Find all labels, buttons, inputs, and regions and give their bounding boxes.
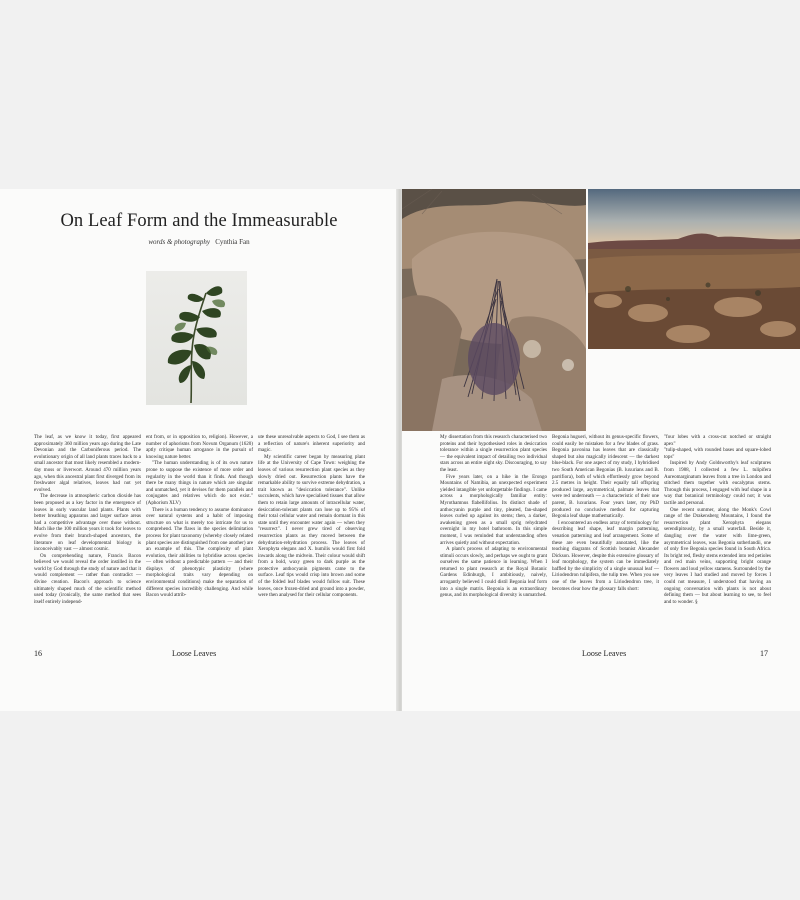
magazine-spread bbox=[0, 189, 800, 711]
left-page bbox=[0, 189, 398, 711]
paragraph: One recent summer, along the Monk's Cowl range of the Drakensberg Mountains, I found the resurrection plant Xerophyta elegans serendipitously, by a small waterfall. Beside it, dangling over the water with lime-green, asymmetrical leaves, was Begonia sutherlandii, one of only five Begonia species found in South Africa. Its bright red, fleshy stems extended into red petioles and red main veins, supporting bright orange flowers and loud yellow stamens. Surrounded by the very leaves I had studied and moved by forces I could not measure, I understood that having an ongoing conversation with plants is not about defining them — but about learning to see, to feel and to wonder. § bbox=[664, 506, 771, 605]
running-title-right: Loose Leaves bbox=[582, 649, 627, 658]
paragraph: ent from, or in opposition to, religion). However, a number of aphorisms from Novum Organum (1620) aptly critique human arrogance in the pursuit of knowing nature better. bbox=[146, 434, 253, 460]
desert-landscape-photo bbox=[588, 189, 800, 349]
leaf-photo bbox=[146, 271, 247, 405]
page-number-left: 16 bbox=[34, 649, 42, 658]
paragraph: On comprehending nature, Francis Bacon believed we would reveal the order instilled in the world by God through the study of nature and that it would complement — rather than contradict — divine creation. Bacon's approach to science ultimately shaped much of the scientific method used today (ironically, the same method that sees itself entirely independ- bbox=[34, 552, 141, 605]
byline-author: Cynthia Fan bbox=[215, 238, 250, 246]
leaf-branch-illustration bbox=[146, 271, 247, 405]
right-page bbox=[402, 189, 800, 711]
byline bbox=[0, 238, 398, 246]
paragraph: Begonia hugueri, without its genus-specific flowers, could easily be mistaken for a few blades of grass. Begonia pavonina has leaves that are classically shaped but also magically iridescent — the darkest blue-black. For one aspect of my study, I hybridised two South American Begonias (B. luxurians and B. parrifiora), both of which effortlessly grow beyond 2.5 metres in height. Their equally tall offspring produced large, asymmetrical, palmate leaves that were red underneath — a characteristic of their one parent, B. luxurians. Four years later, my PhD produced no conclusive method for capturing Begonia leaf shape mathematically. bbox=[552, 434, 659, 520]
paragraph: There is a human tendency to assume dominance over natural systems and a habit of imposing structure on what is merely too intricate for us to comprehend. The flaws in the species delimitation process for plant taxonomy (whereby closely related plant species are distinguished from one another) are an example of this. The complexity of plant evolution, their abilities to hybridise across species — often without a predictable pattern — and their displays of phenotypic plasticity (where morphological traits vary depending on environmental conditions) make the separation of different species incredibly challenging. And while Bacon would attrib- bbox=[146, 506, 253, 599]
paragraph: "tulip-shaped, with rounded bases and square-lobed tops" bbox=[664, 447, 771, 460]
paragraph: My dissertation from this research characterised two proteins and their hypothesised roles in desiccation tolerance within a single resurrection plant species — the equivalent impact of detailing two individual stars across an entire night sky. Discouraging, to say the least. bbox=[440, 434, 547, 473]
left-column-2 bbox=[146, 434, 253, 599]
running-title-left: Loose Leaves bbox=[172, 649, 217, 658]
right-column-3 bbox=[664, 434, 771, 605]
paragraph: A plant's process of adapting to environmental stimuli occurs slowly, and perhaps we ought to grant ourselves the same patience in learning. When I returned to plant research at the Royal Botanic Gardens Edinburgh, I ambitiously, naively, arrogantly believed I could distil Begonia leaf form into a single matrix. Begonia is an extraordinary genus, and its morphological diversity is unmatched. bbox=[440, 546, 547, 599]
article-title: On Leaf Form and the Immeasurable bbox=[60, 211, 338, 231]
paragraph: My scientific career began by measuring plant life at the University of Cape Town: weighing the leaves of various resurrection plant species as they slowly dried out. Resurrection plants have the remarkable ability to survive extreme dehydration, a trait known as "desiccation tolerance". Unlike succulents, which have specialised tissues that allow them to retain large amounts of intracellular water, desiccation-tolerant plants can lose up to 95% of their total cellular water and remain dormant in this state until they encounter water again — when they "resurrect". I never grew tired of observing resurrection plants as they moved between the dehydration-rehydration process. The leaves of Xerophyta elegans and X. humilis would first fold inwards along the midvein. Their colour would shift from a bold, waxy green to dark purple as the protective anthocyanin pigments came to the surface. Leaf tips would crisp into brown and some of the folded leaf blades would follow suit. These leaves, once frozen-dried and ground into a powder, were then analysed for their cellular components. bbox=[258, 453, 365, 599]
paragraph: Five years later, on a hike in the Erongo Mountains of Namibia, an unexpected experiment yielded intangible yet unforgettable findings. I came across a morphologically familiar entity: Myrothamnus flabellifolius. Its distinct shade of anthocyanin purple and tiny, pleated, fan-shaped leaves curled up against its stems; then, a darker, awakening green as a small sprig rehydrated overnight in my hotel bathroom. In this simple moment, I was reminded that understanding often arrives quietly and without expectation. bbox=[440, 473, 547, 546]
page-number-right: 17 bbox=[760, 649, 768, 658]
right-column-2 bbox=[552, 434, 659, 592]
paragraph: Inspired by Andy Goldsworthy's leaf sculptures from 1988, I collected a few L. tulipifera Aureomarginatum leaves from a tree in London and stitched them together with eucalyptus stems. Through this process, I engaged with leaf shape in a way that botanical terminology could not; it was tactile and personal. bbox=[664, 460, 771, 506]
left-column-1 bbox=[34, 434, 141, 605]
rock-plant-photo bbox=[402, 189, 586, 431]
rock-scene-illustration bbox=[402, 189, 586, 431]
right-column-1 bbox=[440, 434, 547, 599]
byline-label: words & photography bbox=[148, 238, 210, 246]
paragraph: ute these unresolvable aspects to God, I see them as a reflection of nature's inherent superiority and magic. bbox=[258, 434, 365, 454]
paragraph: "The human understanding is of its own nature prone to suppose the existence of more order and regularity in the world than it finds. And though there be many things in nature which are singular and unmatched, yet it devises for them parallels and conjugates and relatives which do not exist." (Aphorism XLV) bbox=[146, 460, 253, 506]
paragraph: The decrease in atmospheric carbon dioxide has been proposed as a key factor in the emergence of leaves in early vascular land plants. Plants with better breathing apparatus and larger surface areas had a competitive advantage over those without. Much like the 100 million years it took for leaves to evolve from their branch-shaped ancestors, the literature on leaf developmental biology is inconceivably vast — almost cosmic. bbox=[34, 493, 141, 553]
left-column-3 bbox=[258, 434, 365, 599]
paragraph: I encountered an endless array of terminology for describing leaf shape, leaf margin patterning, venation patterning and leaf arrangement. Some of these are even beautifully annotated, like the teaching diagrams of Scottish botanist Alexander Dickson. However, despite this extensive glossary of leaf morphology, the system can be immediately baffled by the simplicity of a single unusual leaf — Liriodendron tulipifera, the tulip tree. When you see one of the leaves from a Liriodendron tree, it becomes clear how the glossary falls short: bbox=[552, 519, 659, 592]
paragraph: "four lobes with a cross-cut notched or straight apex" bbox=[664, 434, 771, 447]
paragraph: The leaf, as we know it today, first appeared approximately 360 million years ago during the Late Devonian and the Carboniferous period. The evolutionary origin of all land plants traces back to a small ancestor that most likely resembled a modern-day moss or liverwort. Around 470 million years ago, when this ancestral plant first diverged from its freshwater algal relatives, leaves had not yet evolved. bbox=[34, 434, 141, 493]
desert-scene-illustration bbox=[588, 189, 800, 349]
